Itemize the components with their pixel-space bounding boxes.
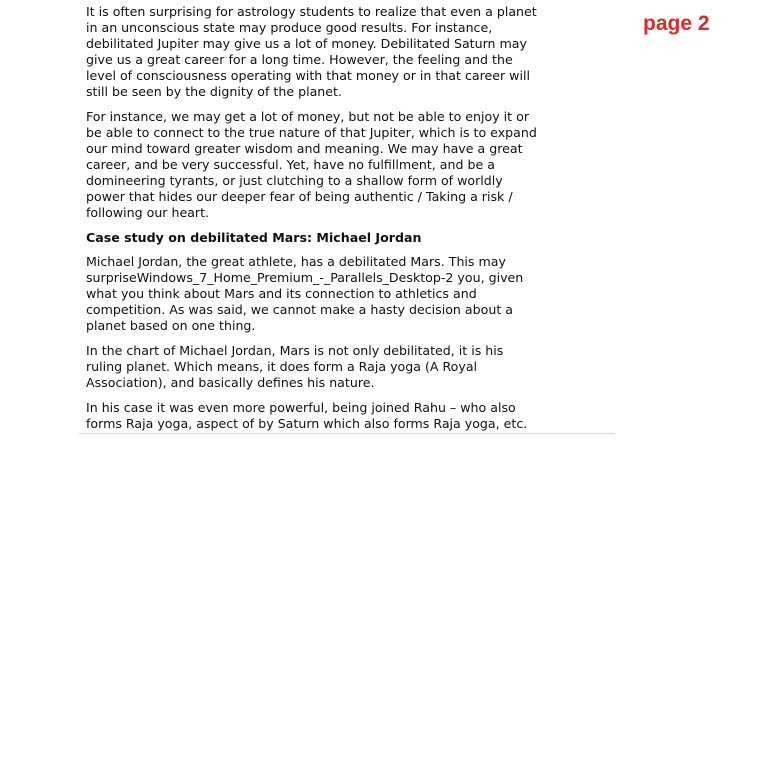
paragraph-michael-jordan-mars: Michael Jordan, the great athlete, has a debilitated Mars. This may surpriseWindows_7_Home_Premium_-_Parallels_Desktop-2 you, given what you think about Mars and its connection to athletics and competition. As was said, we cannot make a hasty decision about a planet based on one thing.: [86, 254, 524, 333]
paragraph-planet-unconscious-state: It is often surprising for astrology students to realize that even a planet in an unconscious state may produce good results. For instance, debilitated Jupiter may give us a lot of money. Debilitated Saturn may give us a great career for a long time. However, the feeling and the level of consciousness operating with that money or in that career will still be seen by the dignity of the planet.: [86, 4, 537, 99]
article-body: [79, 4, 615, 434]
paragraph-rahu-saturn: In his case it was even more powerful, being joined Rahu – who also forms Raja yoga, aspect of by Saturn which also forms Raja yoga, etc.: [86, 400, 528, 431]
page-number-label: page 2: [643, 12, 710, 35]
case-study-heading: Case study on debilitated Mars: Michael Jordan: [86, 230, 422, 245]
paragraph-money-and-career: For instance, we may get a lot of money, but not be able to enjoy it or be able to connect to the true nature of that Jupiter, which is to expand our mind toward greater wisdom and meaning. We may have a great career, and be very successful. Yet, have no fulfillment, and be a domineering tyrants, or just clutching to a shallow form of worldly power that hides our deeper fear of being authentic / Taking a risk / following our heart.: [86, 109, 537, 220]
paragraph-ruling-planet: In the chart of Michael Jordan, Mars is not only debilitated, it is his ruling planet. Which means, it does form a Raja yoga (A Royal Association), and basically defines his nature.: [86, 343, 504, 390]
